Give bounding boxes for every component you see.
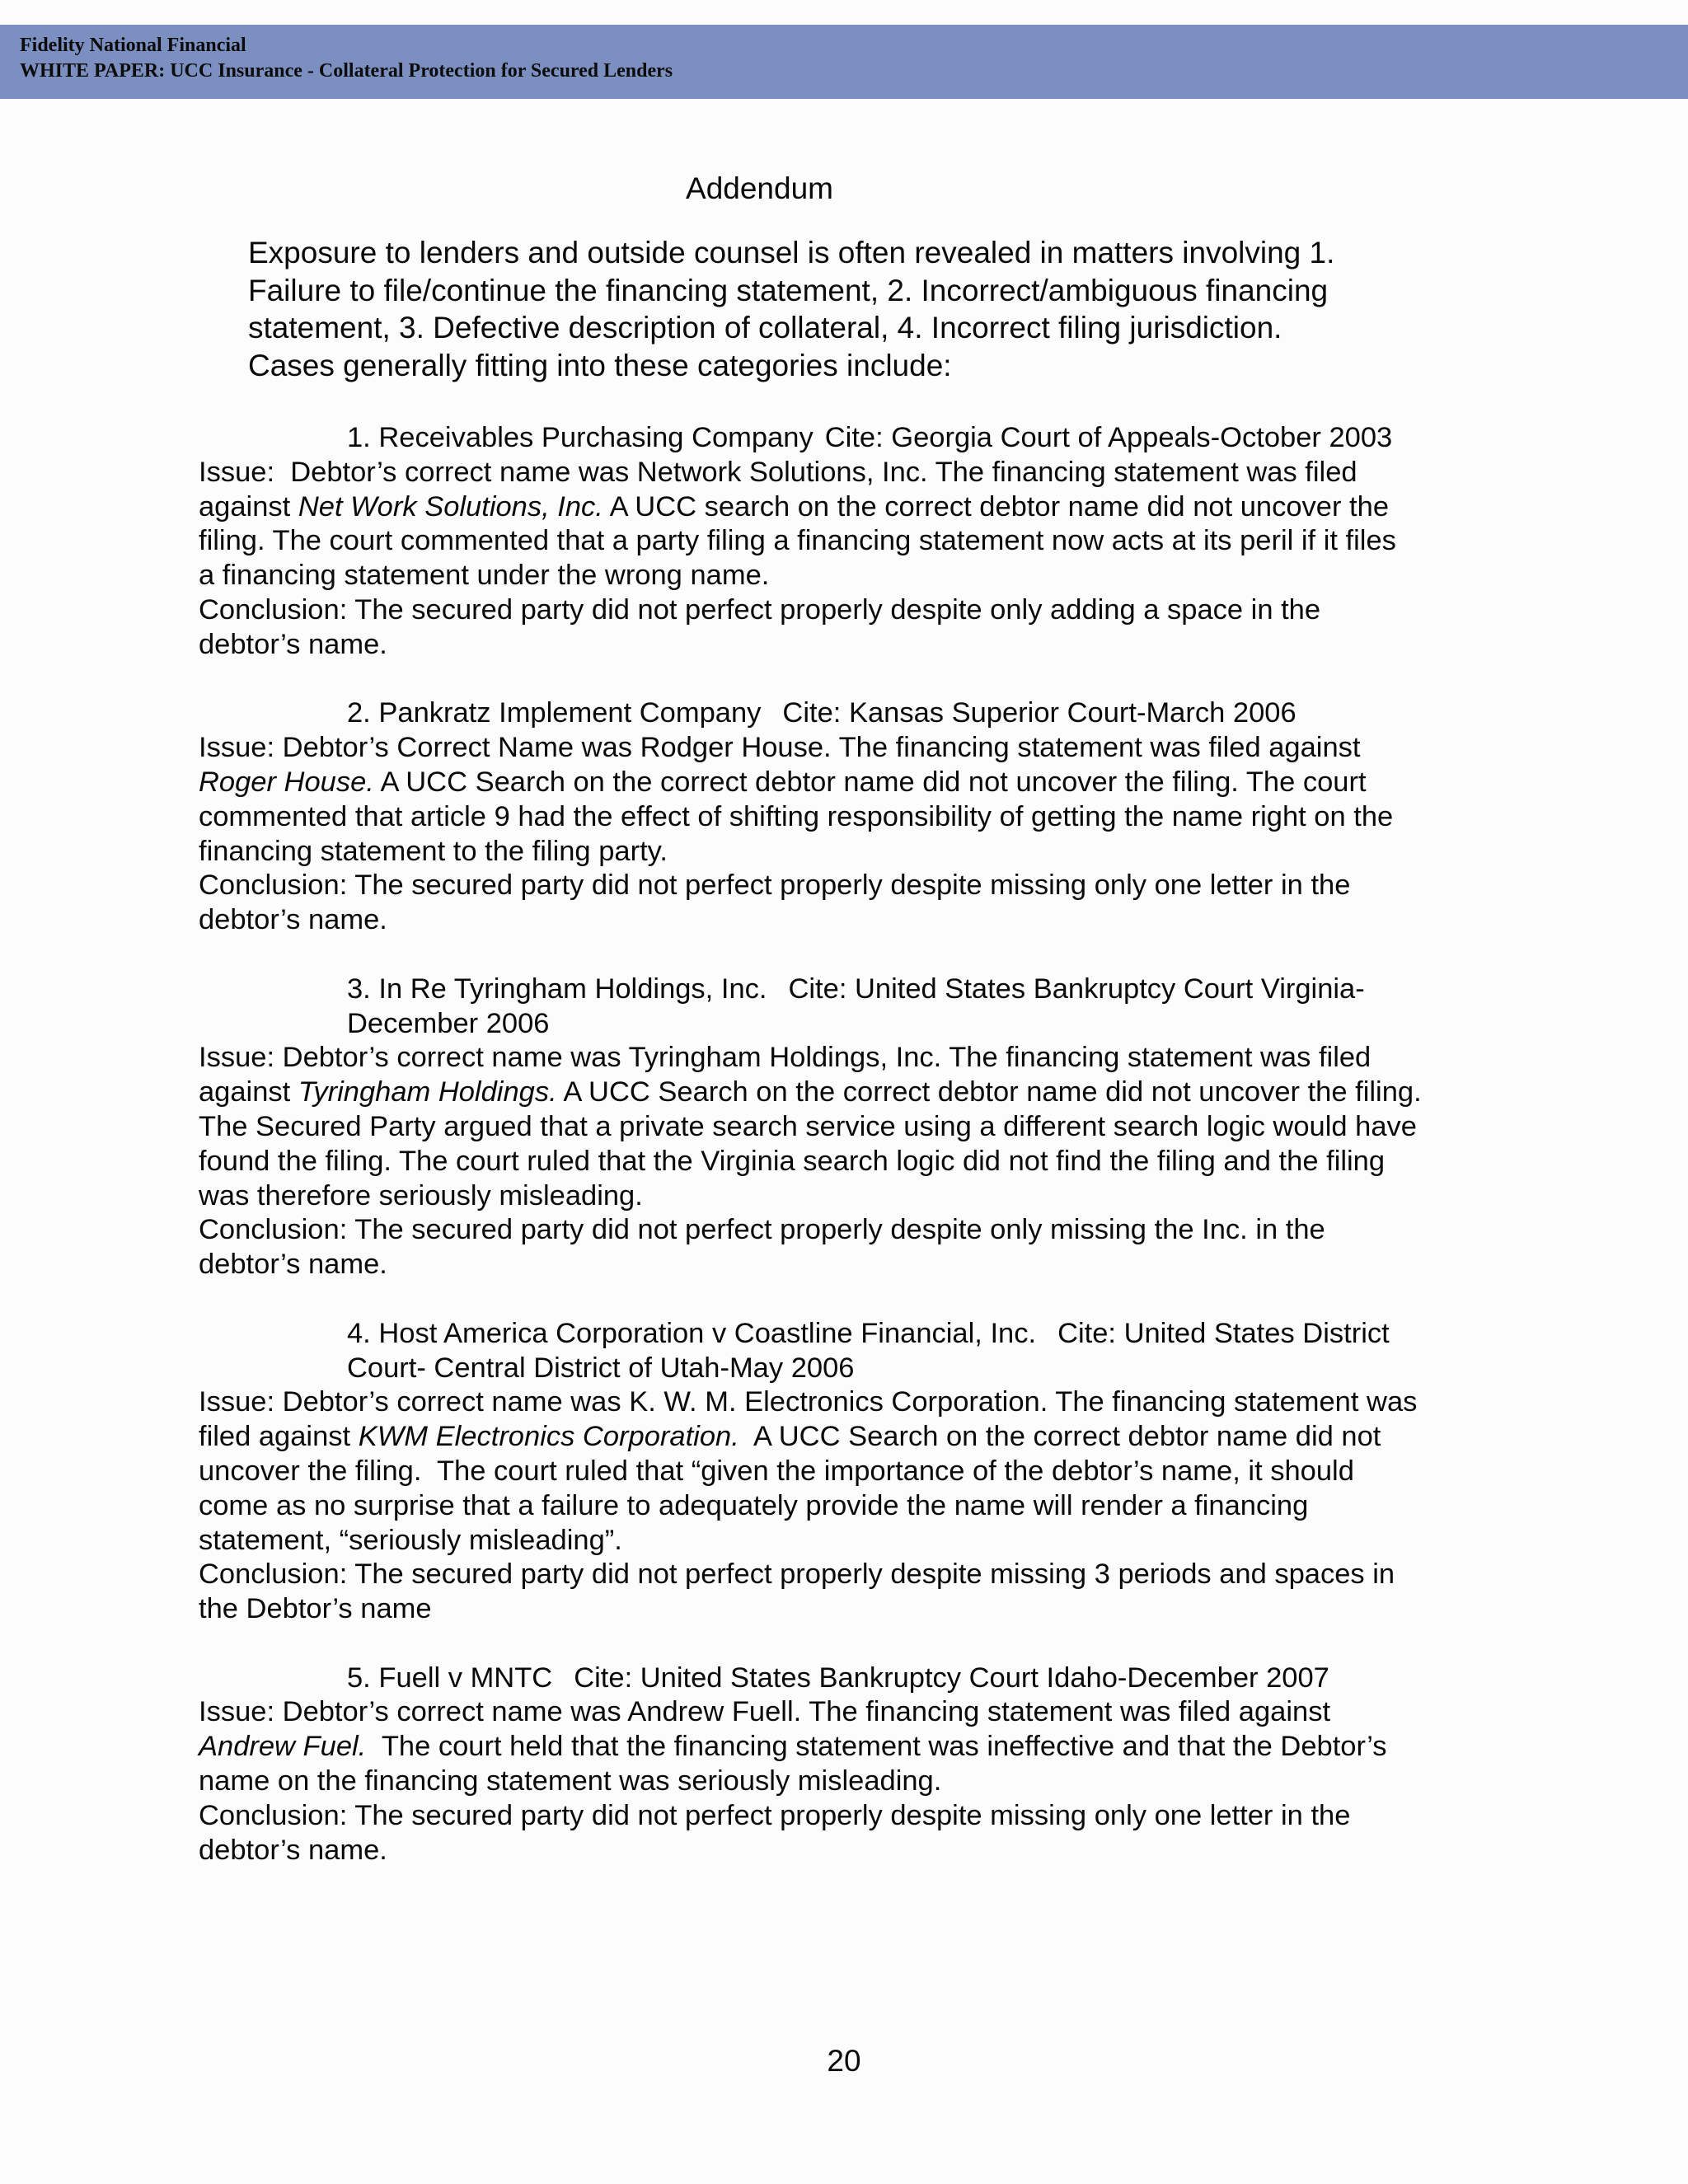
case-title [199, 421, 1468, 456]
intro-line: Cases generally fitting into these categories include: [248, 348, 952, 382]
issue-line [199, 835, 1468, 869]
issue-text: The Secured Party argued that a private search service using a different search logic would have [199, 1110, 1417, 1142]
case-title [199, 696, 1468, 731]
conclusion-text: debtor’s name. [199, 628, 387, 660]
conclusion-line [199, 1592, 1468, 1627]
issue-line [199, 766, 1468, 800]
case-name: Host America Corporation v Coastline Financial, Inc. [378, 1317, 1037, 1349]
case-name: In Re Tyringham Holdings, Inc. [378, 972, 767, 1005]
issue-text: Debtor’s correct name was Andrew Fuell. The financing statement was filed against [274, 1696, 1331, 1728]
case-name: Fuell v MNTC [378, 1661, 553, 1694]
conclusion-line: Conclusion: The secured party did not perfect properly despite missing 3 periods and spaces in [199, 1558, 1395, 1591]
intro-line: Failure to file/continue the financing statement, 2. Incorrect/ambiguous financing [248, 273, 1329, 307]
conclusion-line: Conclusion: The secured party did not perfect properly despite only adding a space in the [199, 593, 1321, 626]
conclusion-text: The secured party did not perfect properly despite only missing the Inc. in the [354, 1214, 1325, 1246]
issue-label: Issue [199, 732, 267, 764]
case-name: Receivables Purchasing Company [378, 422, 814, 453]
issue-text: was therefore seriously misleading. [199, 1179, 643, 1212]
issue-line [199, 1455, 1468, 1489]
case-number: 2. [347, 697, 371, 729]
case-title [199, 1317, 1468, 1386]
conclusion-label: Conclusion [199, 593, 340, 626]
debtor-filed-name: Andrew Fuel. [199, 1731, 367, 1763]
issue-line [199, 490, 1468, 525]
case-cite: December 2006 [347, 1007, 550, 1039]
issue-line [199, 524, 1468, 559]
document-header [0, 25, 1688, 99]
issue-text: Debtor’s correct name was Tyringham Holdings, Inc. The financing statement was filed [274, 1042, 1372, 1074]
issue-text: uncover the filing. The court ruled that “given the importance of the debtor’s name, it should [199, 1455, 1354, 1487]
issue-text: commented that article 9 had the effect of shifting responsibility of getting the name right on the [199, 800, 1394, 832]
issue-line: Issue: Debtor’s correct name was K. W. M. Electronics Corporation. The financing statement was [199, 1386, 1418, 1418]
debtor-filed-name: Roger House. [199, 766, 374, 798]
case-number: 5. [347, 1661, 371, 1694]
issue-text: financing statement to the filing party. [199, 835, 668, 867]
issue-line [199, 1489, 1468, 1524]
conclusion-text: The secured party did not perfect properly despite only adding a space in the [354, 593, 1321, 626]
case-entry [199, 972, 1468, 1282]
conclusion-text: The secured party did not perfect properly despite missing 3 periods and spaces in [354, 1558, 1395, 1591]
conclusion-text: the Debtor’s name [199, 1593, 432, 1625]
intro-line: Exposure to lenders and outside counsel is often revealed in matters involving 1. [248, 236, 1335, 269]
case-title-line [347, 696, 1468, 731]
case-number: 4. [347, 1317, 371, 1349]
conclusion-label: Conclusion [199, 1214, 340, 1246]
conclusion-label: Conclusion [199, 1799, 340, 1831]
issue-text: A UCC search on the correct debtor name did not uncover the [603, 490, 1390, 523]
issue-text: a financing statement under the wrong name. [199, 560, 770, 592]
issue-line [199, 559, 1468, 593]
issue-text: against [199, 490, 298, 523]
issue-text: A UCC Search on the correct debtor name did not [738, 1421, 1381, 1453]
issue-text: A UCC Search on the correct debtor name did not uncover the filing. [556, 1076, 1422, 1108]
issue-line [199, 1765, 1468, 1799]
case-cite: Cite: United States Bankruptcy Court Virginia- [788, 972, 1365, 1005]
conclusion-label: Conclusion [199, 1558, 340, 1591]
issue-text: come as no surprise that a failure to adequately provide the name will render a financing [199, 1489, 1309, 1521]
issue-line [199, 800, 1468, 835]
case-title-line [347, 1317, 1468, 1352]
issue-line [199, 1179, 1468, 1214]
case-number: 3. [347, 972, 371, 1005]
case-title-line [347, 1661, 1468, 1696]
case-entry [199, 1661, 1468, 1868]
conclusion-label: Conclusion [199, 869, 340, 902]
case-title [199, 1661, 1468, 1696]
debtor-filed-name: KWM Electronics Corporation. [358, 1421, 739, 1453]
conclusion-text: debtor’s name. [199, 1834, 387, 1866]
case-entry [199, 421, 1468, 663]
case-title [199, 972, 1468, 1042]
conclusion-text: debtor’s name. [199, 1249, 387, 1281]
issue-line [199, 1420, 1468, 1455]
conclusion-line: Conclusion: The secured party did not perfect properly despite only missing the Inc. in the [199, 1214, 1325, 1246]
case-title-line [347, 972, 1468, 1007]
issue-text: filing. The court commented that a party filing a financing statement now acts at its peril if it files [199, 525, 1396, 557]
issue-line [199, 1110, 1468, 1145]
issue-text: filed against [199, 1421, 359, 1453]
case-cite: Cite: Georgia Court of Appeals-October 2003 [824, 422, 1393, 453]
conclusion-text: debtor’s name. [199, 904, 387, 936]
issue-line: Issue: Debtor’s correct name was Tyringham Holdings, Inc. The financing statement was filed [199, 1042, 1372, 1074]
addendum-heading: Addendum [686, 171, 833, 205]
issue-line [199, 1076, 1468, 1110]
case-cite: Court- Central District of Utah-May 2006 [347, 1352, 855, 1384]
issue-line [199, 1524, 1468, 1558]
conclusion-line [199, 903, 1468, 938]
conclusion-line [199, 1248, 1468, 1282]
issue-text: name on the financing statement was seriously misleading. [199, 1765, 942, 1797]
debtor-filed-name: Net Work Solutions, Inc. [298, 490, 603, 523]
page-number: 20 [827, 2044, 861, 2078]
issue-text: found the filing. The court ruled that the Virginia search logic did not find the filing and the filing [199, 1145, 1386, 1177]
issue-text: against [199, 1076, 298, 1108]
issue-line: Issue: Debtor’s Correct Name was Rodger House. The financing statement was filed against [199, 732, 1361, 764]
issue-label: Issue [199, 1386, 267, 1418]
issue-label: Issue [199, 1042, 267, 1074]
case-entry [199, 1317, 1468, 1627]
case-cite: Cite: Kansas Superior Court-March 2006 [782, 697, 1296, 729]
issue-text: Debtor’s correct name was Network Solutions, Inc. The financing statement was filed [274, 456, 1357, 488]
case-title-line [347, 421, 1468, 456]
debtor-filed-name: Tyringham Holdings. [298, 1076, 557, 1108]
case-entry [199, 696, 1468, 938]
case-title-line [347, 1352, 1468, 1386]
issue-text: Debtor’s Correct Name was Rodger House. The financing statement was filed against [274, 732, 1361, 764]
conclusion-text: The secured party did not perfect properly despite missing only one letter in the [354, 869, 1351, 902]
case-cite: Cite: United States Bankruptcy Court Idaho-December 2007 [574, 1661, 1329, 1694]
conclusion-line: Conclusion: The secured party did not perfect properly despite missing only one letter in the [199, 869, 1351, 902]
issue-line: Issue: Debtor’s correct name was Andrew Fuell. The financing statement was filed against [199, 1696, 1331, 1728]
issue-line [199, 1145, 1468, 1179]
conclusion-line [199, 628, 1468, 663]
issue-label: Issue [199, 1696, 267, 1728]
conclusion-line: Conclusion: The secured party did not perfect properly despite missing only one letter in the [199, 1799, 1351, 1831]
issue-text: statement, “seriously misleading”. [199, 1524, 622, 1556]
issue-line [199, 1730, 1468, 1765]
case-cite: Cite: United States District [1057, 1317, 1390, 1349]
issue-text: Debtor’s correct name was K. W. M. Electronics Corporation. The financing statement was [274, 1386, 1418, 1418]
issue-line: Issue: Debtor’s correct name was Network Solutions, Inc. The financing statement was filed [199, 456, 1357, 488]
issue-text: A UCC Search on the correct debtor name did not uncover the filing. The court [373, 766, 1367, 798]
case-number: 1. [347, 422, 371, 453]
issue-text: The court held that the financing statement was ineffective and that the Debtor’s [366, 1731, 1387, 1763]
header-company: Fidelity National Financial [20, 35, 246, 56]
intro-line: statement, 3. Defective description of collateral, 4. Incorrect filing jurisdiction. [248, 311, 1282, 344]
case-name: Pankratz Implement Company [378, 697, 762, 729]
conclusion-text: The secured party did not perfect properly despite missing only one letter in the [354, 1799, 1351, 1831]
case-title-line [347, 1007, 1468, 1042]
header-title: WHITE PAPER: UCC Insurance - Collateral Protection for Secured Lenders [20, 60, 673, 82]
issue-label: Issue [199, 456, 267, 488]
case-list [199, 421, 1468, 1902]
intro-paragraph [248, 234, 1451, 384]
conclusion-line [199, 1834, 1468, 1868]
